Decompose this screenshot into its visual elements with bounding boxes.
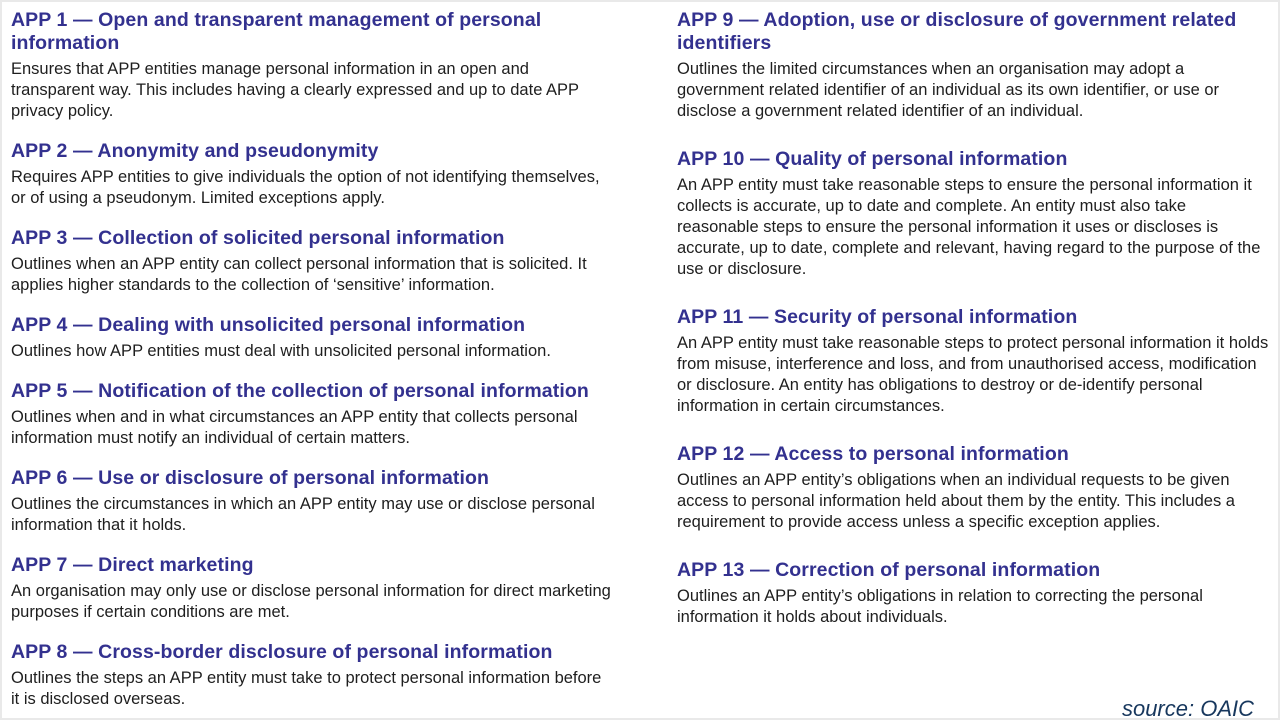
app-description: An organisation may only use or disclose personal information for direct marketing purposes if certain conditions are met. bbox=[11, 582, 611, 621]
app-title: APP 5 — Notification of the collection of personal information bbox=[11, 380, 589, 402]
app-title: APP 9 — Adoption, use or disclosure of government related identifiers bbox=[677, 9, 1237, 54]
app-description: Ensures that APP entities manage personal information in an open and transparent way. This includes having a clearly expressed and up to date APP privacy policy. bbox=[11, 60, 579, 120]
app-description: Outlines an APP entity’s obligations when an individual requests to be given access to personal information held about them by the entity. This includes a requirement to provide access unless a specific exception applies. bbox=[677, 471, 1235, 531]
app-description: Outlines when an APP entity can collect personal information that is solicited. It applies higher standards to the collection of ‘sensitive’ information. bbox=[11, 255, 587, 294]
app-title: APP 6 — Use or disclosure of personal information bbox=[11, 467, 490, 489]
app-title: APP 8 — Cross-border disclosure of personal information bbox=[11, 641, 553, 663]
app-section bbox=[11, 380, 613, 449]
source-attribution: source: OAIC bbox=[1121, 696, 1254, 721]
app-title: APP 13 — Correction of personal information bbox=[677, 559, 1101, 581]
app-title: APP 12 — Access to personal information bbox=[677, 443, 1069, 465]
app-description: Outlines an APP entity’s obligations in relation to correcting the personal information it holds about individuals. bbox=[677, 587, 1203, 626]
app-title: APP 7 — Direct marketing bbox=[11, 554, 254, 576]
app-section bbox=[11, 314, 613, 362]
app-title: APP 10 — Quality of personal information bbox=[677, 148, 1068, 170]
privacy-principles-slide bbox=[2, 2, 1280, 722]
app-section bbox=[677, 148, 1270, 280]
app-description: Outlines how APP entities must deal with unsolicited personal information. bbox=[11, 342, 551, 360]
app-description: An APP entity must take reasonable steps to ensure the personal information it collects is accurate, up to date and complete. An entity must also take reasonable steps to ensure the personal information it uses or discloses is accurate, up to date, complete and relevant, having regard to the purpose of the use or disclosure. bbox=[677, 176, 1261, 278]
left-column bbox=[11, 9, 613, 722]
app-title: APP 4 — Dealing with unsolicited personal information bbox=[11, 314, 526, 336]
app-section bbox=[677, 443, 1270, 533]
app-description: An APP entity must take reasonable steps to protect personal information it holds from misuse, interference and loss, and from unauthorised access, modification or disclosure. An entity has obligations to destroy or de-identify personal information in certain circumstances. bbox=[677, 334, 1269, 415]
app-section bbox=[677, 559, 1270, 628]
app-section bbox=[11, 554, 613, 623]
app-title: APP 3 — Collection of solicited personal information bbox=[11, 227, 505, 249]
app-description: Outlines when and in what circumstances an APP entity that collects personal information must notify an individual of certain matters. bbox=[11, 408, 578, 447]
app-title: APP 1 — Open and transparent management of personal information bbox=[11, 9, 542, 54]
right-column bbox=[677, 9, 1270, 722]
app-description: Outlines the circumstances in which an APP entity may use or disclose personal information that it holds. bbox=[11, 495, 595, 534]
app-section bbox=[11, 641, 613, 710]
app-section bbox=[11, 227, 613, 296]
app-section bbox=[677, 9, 1270, 122]
app-description: Outlines the limited circumstances when an organisation may adopt a government related identifier of an individual as its own identifier, or use or disclose a government related identifier of an individual. bbox=[677, 60, 1220, 120]
app-section bbox=[677, 306, 1270, 417]
app-section bbox=[11, 140, 613, 209]
app-description: Requires APP entities to give individuals the option of not identifying themselves, or of using a pseudonym. Limited exceptions apply. bbox=[11, 168, 600, 207]
app-title: APP 11 — Security of personal information bbox=[677, 306, 1078, 328]
app-description: Outlines the steps an APP entity must take to protect personal information before it is disclosed overseas. bbox=[11, 669, 602, 708]
app-title: APP 2 — Anonymity and pseudonymity bbox=[11, 140, 379, 162]
app-section bbox=[11, 9, 613, 122]
app-section bbox=[11, 467, 613, 536]
